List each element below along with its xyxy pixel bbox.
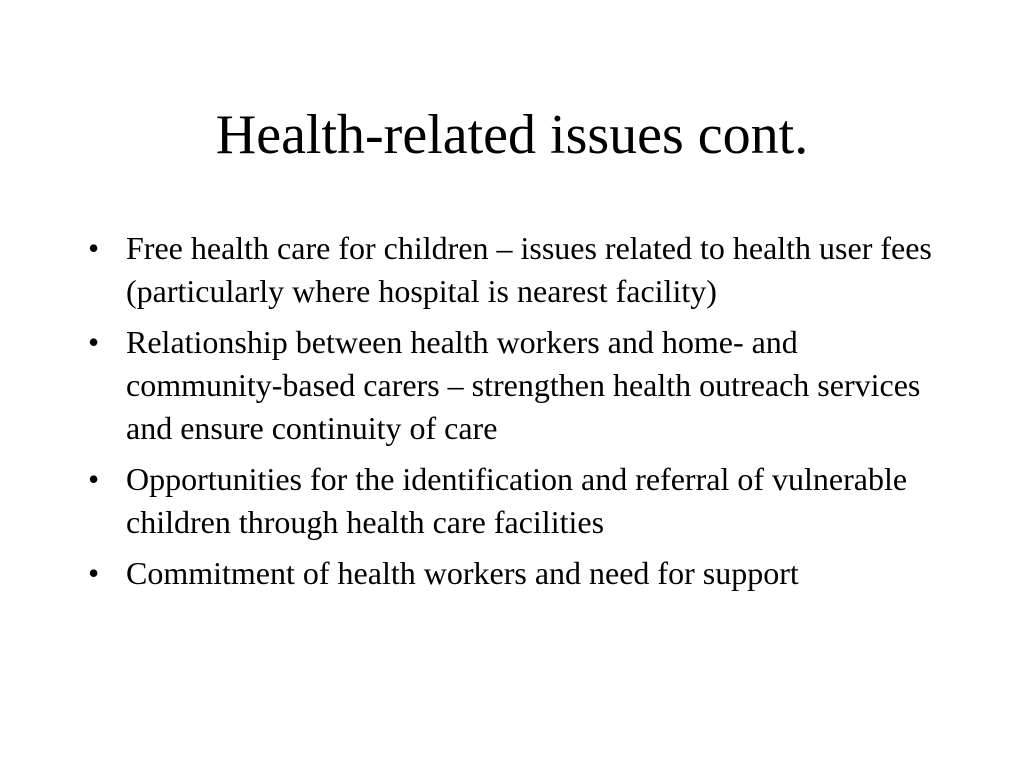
bullet-text: Opportunities for the identification and referral of vulnerable children through health care facilities (126, 461, 908, 540)
slide-title: Health-related issues cont. (215, 104, 809, 166)
bullet-text: Free health care for children – issues related to health user fees (particularly where hospital is nearest facility) (126, 230, 932, 309)
bullet-icon: • (88, 324, 100, 360)
bullet-icon: • (88, 230, 100, 266)
list-item (88, 227, 938, 313)
bullet-text: Commitment of health workers and need for support (126, 555, 799, 591)
bullet-list (88, 227, 938, 603)
bullet-icon: • (88, 555, 100, 591)
bullet-text: Relationship between health workers and home- and community-based carers – strengthen health outreach services and ensure continuity of care (126, 324, 921, 446)
list-item (88, 552, 938, 595)
list-item (88, 458, 938, 544)
list-item (88, 321, 938, 450)
bullet-icon: • (88, 461, 100, 497)
